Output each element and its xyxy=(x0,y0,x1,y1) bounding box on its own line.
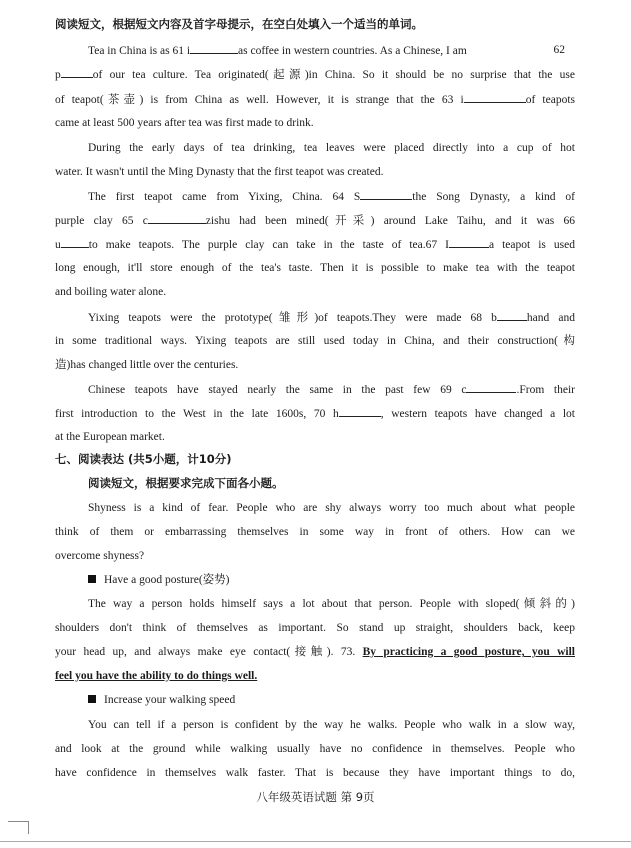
text-line: your head up, and always make eye contact(接触). 73. By practicing a good posture, you will xyxy=(55,646,576,658)
passage1-instruction: 阅读短文，根据短文内容及首字母提示，在空白处填入一个适当的单词。 xyxy=(55,17,423,31)
underlined-sentence-73: By practicing a good posture, you will xyxy=(362,646,576,658)
text-line: shoulders don't think of themselves as important. So stand up straight, shoulders back, keep xyxy=(55,622,575,634)
text-line: u to make teapots. The purple clay can take in the taste of tea.67 I a teapot is used xyxy=(55,239,576,251)
answer-blank-67[interactable] xyxy=(449,237,489,248)
text-line: think of them or embarrassing themselves in some way in front of others. How can we xyxy=(55,526,575,538)
subheading: Increase your walking speed xyxy=(88,693,575,707)
text-line: Chinese teapots have stayed nearly the same in the past few 69 c .From their xyxy=(88,384,576,396)
underlined-sentence-73-cont: feel you have the ability to do things well. xyxy=(55,670,258,682)
answer-blank-62[interactable] xyxy=(61,67,93,78)
answer-blank-64[interactable] xyxy=(360,189,412,200)
text-line: During the early days of tea drinking, tea leaves were placed directly into a cup of hot xyxy=(88,142,575,154)
corner-mark xyxy=(8,821,29,834)
text-line: Tea in China is as 61 i as coffee in western countries. As a Chinese, I am 62 xyxy=(88,44,565,57)
section-instruction: 阅读短文，根据要求完成下面各小题。 xyxy=(88,476,284,490)
bottom-rule xyxy=(0,841,631,842)
text-line xyxy=(55,669,575,683)
text-line: overcome shyness? xyxy=(55,550,145,562)
text-line: in some traditional ways. Yixing teapots are still used today in China, and their construction(构 xyxy=(55,335,575,347)
text-line: long enough, it'll store enough of the tea's taste. Then it is possible to make tea with the teapot xyxy=(55,262,575,274)
answer-blank-70[interactable] xyxy=(339,406,381,417)
answer-blank-65[interactable] xyxy=(148,213,206,224)
text-line: Yixing teapots were the prototype(雏形)of teapots.They were made 68 b hand and xyxy=(88,312,575,324)
answer-blank-68[interactable] xyxy=(497,310,527,321)
square-bullet-icon xyxy=(88,575,96,583)
text-line: first introduction to the West in the late 1600s, 70 h , western teapots have changed a lot xyxy=(55,408,575,420)
text-line: Shyness is a kind of fear. People who are shy always worry too much about what people xyxy=(88,502,575,514)
text-line: water. It wasn't until the Ming Dynasty that the first teapot was created. xyxy=(55,166,384,178)
answer-blank-61[interactable] xyxy=(190,43,238,54)
text-line: purple clay 65 c zishu had been mined(开采) around Lake Taihu, and it was 66 xyxy=(55,215,575,227)
subheading: Have a good posture(姿势) xyxy=(88,573,575,587)
answer-blank-63[interactable] xyxy=(464,92,526,103)
text-line: 造)has changed little over the centuries. xyxy=(55,359,239,371)
text-line: of teapot(茶壶) is from China as well. However, it is strange that the 63 i of teapots xyxy=(55,94,575,106)
section-title: 七、阅读表达 (共5小题，计10分) xyxy=(55,452,232,466)
text-line: came at least 500 years after tea was first made to drink. xyxy=(55,117,314,129)
page-footer: 八年级英语试题 第 9页 xyxy=(256,790,375,804)
text-line: p of our tea culture. Tea originated(起源)in China. So it should be no surprise that the use xyxy=(55,69,575,81)
text-line: have confidence in themselves walk faster. That is because they have important things to do, xyxy=(55,767,575,779)
text-line: The way a person holds himself says a lot about that person. People with sloped(倾斜的) xyxy=(88,598,575,610)
text-line: The first teapot came from Yixing, China. 64 S the Song Dynasty, a kind of xyxy=(88,191,575,203)
text-line: and boiling water alone. xyxy=(55,286,167,298)
text-line: at the European market. xyxy=(55,431,165,443)
square-bullet-icon xyxy=(88,695,96,703)
text-line: You can tell if a person is confident by the way he walks. People who walk in a slow way, xyxy=(88,719,575,731)
answer-blank-69[interactable] xyxy=(466,382,516,393)
answer-blank-66[interactable] xyxy=(61,237,89,248)
text-line: and look at the ground while walking usually have no confidence in themselves. People who xyxy=(55,743,575,755)
